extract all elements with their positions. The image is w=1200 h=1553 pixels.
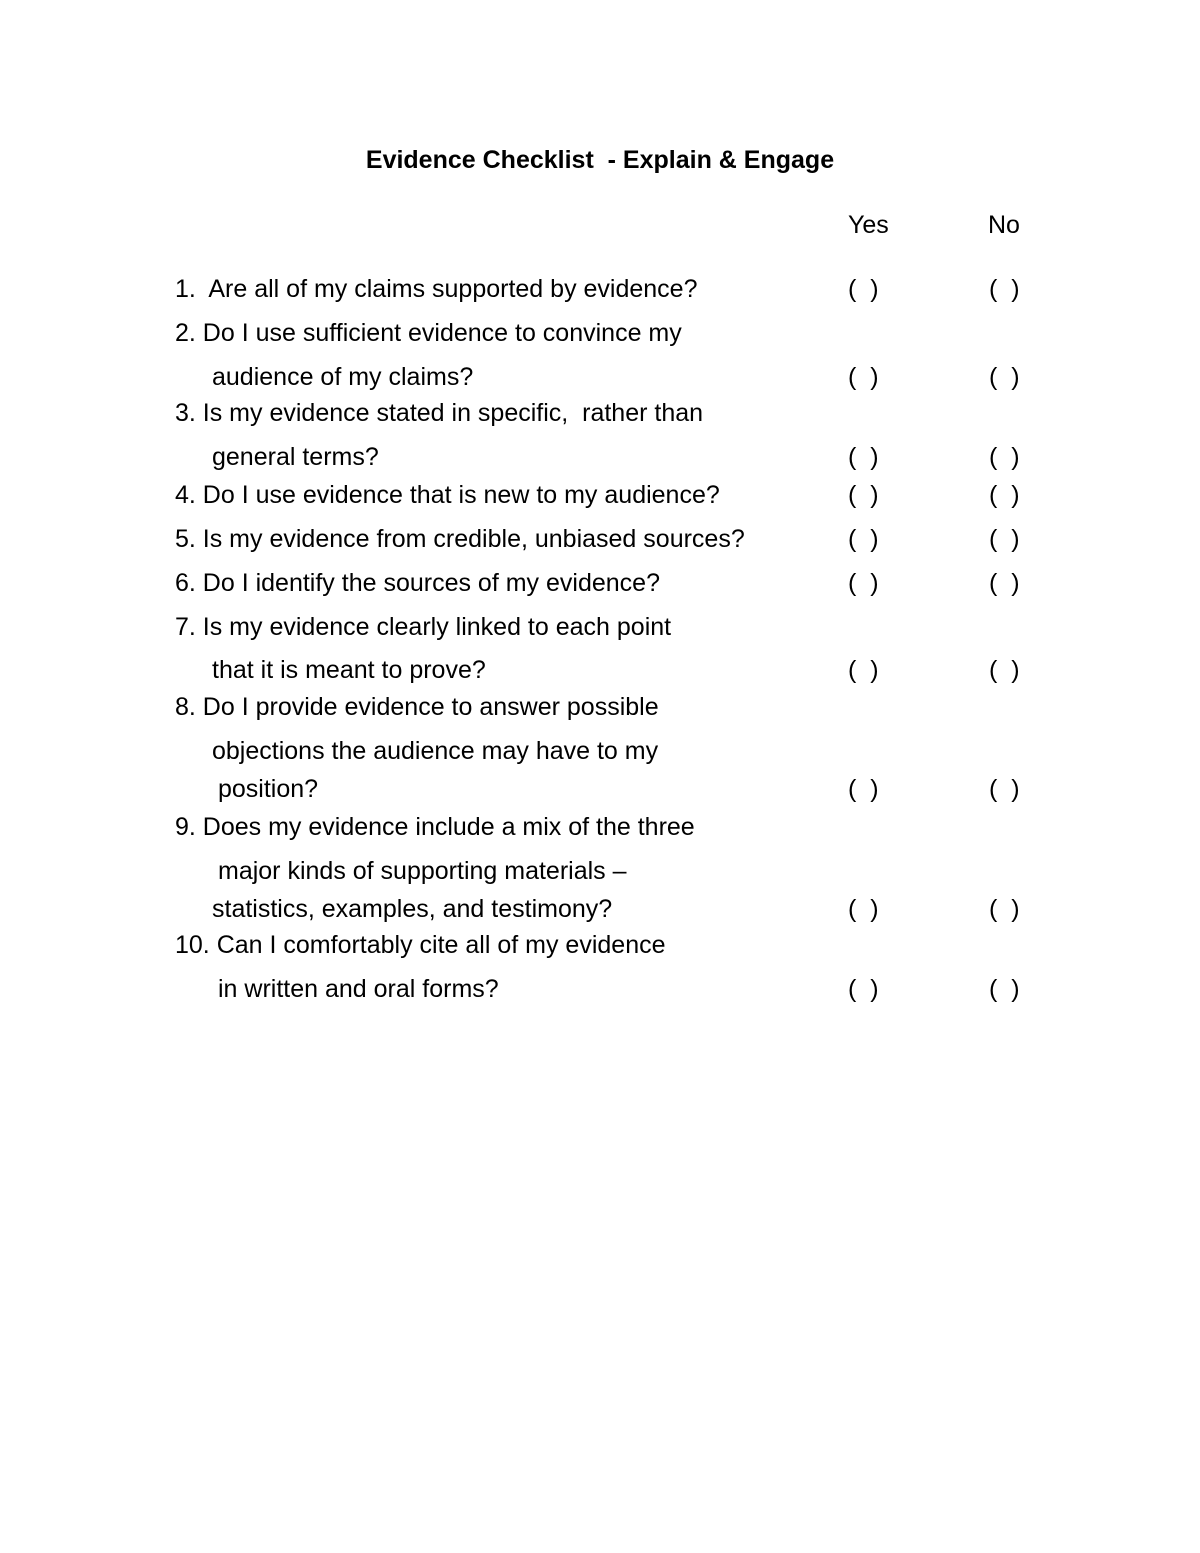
yes-checkbox[interactable]: ( )	[848, 363, 879, 391]
question-text-continued: position?	[218, 775, 319, 803]
yes-checkbox[interactable]: ( )	[848, 975, 879, 1003]
no-checkbox[interactable]: ( )	[989, 975, 1020, 1003]
question-text: 1. Are all of my claims supported by evidence?	[175, 275, 698, 303]
question-text: 3. Is my evidence stated in specific, rather than	[175, 399, 704, 427]
question-text: 2. Do I use sufficient evidence to convince my	[175, 319, 682, 347]
no-checkbox[interactable]: ( )	[989, 363, 1020, 391]
question-text: 9. Does my evidence include a mix of the three	[175, 813, 695, 841]
no-checkbox[interactable]: ( )	[989, 569, 1020, 597]
page-title: Evidence Checklist - Explain & Engage	[365, 146, 835, 174]
question-text-continued: general terms?	[212, 443, 379, 471]
no-checkbox[interactable]: ( )	[989, 656, 1020, 684]
no-checkbox[interactable]: ( )	[989, 525, 1020, 553]
no-checkbox[interactable]: ( )	[989, 481, 1020, 509]
question-text: 10. Can I comfortably cite all of my evidence	[175, 931, 666, 959]
column-header-yes: Yes	[848, 211, 889, 239]
no-checkbox[interactable]: ( )	[989, 775, 1020, 803]
yes-checkbox[interactable]: ( )	[848, 443, 879, 471]
question-text-continued: statistics, examples, and testimony?	[212, 895, 613, 923]
column-header-no: No	[988, 211, 1020, 239]
question-text-continued: in written and oral forms?	[218, 975, 499, 1003]
question-text: 8. Do I provide evidence to answer possible	[175, 693, 659, 721]
question-text: 6. Do I identify the sources of my evidence?	[175, 569, 660, 597]
yes-checkbox[interactable]: ( )	[848, 775, 879, 803]
question-text-continued: objections the audience may have to my	[212, 737, 659, 765]
no-checkbox[interactable]: ( )	[989, 443, 1020, 471]
question-text: 4. Do I use evidence that is new to my audience?	[175, 481, 720, 509]
no-checkbox[interactable]: ( )	[989, 275, 1020, 303]
question-text: 7. Is my evidence clearly linked to each point	[175, 613, 672, 641]
yes-checkbox[interactable]: ( )	[848, 656, 879, 684]
yes-checkbox[interactable]: ( )	[848, 895, 879, 923]
yes-checkbox[interactable]: ( )	[848, 481, 879, 509]
yes-checkbox[interactable]: ( )	[848, 525, 879, 553]
yes-checkbox[interactable]: ( )	[848, 275, 879, 303]
question-text-continued: that it is meant to prove?	[212, 656, 486, 684]
question-text-continued: major kinds of supporting materials –	[218, 857, 627, 885]
question-text: 5. Is my evidence from credible, unbiased sources?	[175, 525, 745, 553]
yes-checkbox[interactable]: ( )	[848, 569, 879, 597]
no-checkbox[interactable]: ( )	[989, 895, 1020, 923]
question-text-continued: audience of my claims?	[212, 363, 474, 391]
